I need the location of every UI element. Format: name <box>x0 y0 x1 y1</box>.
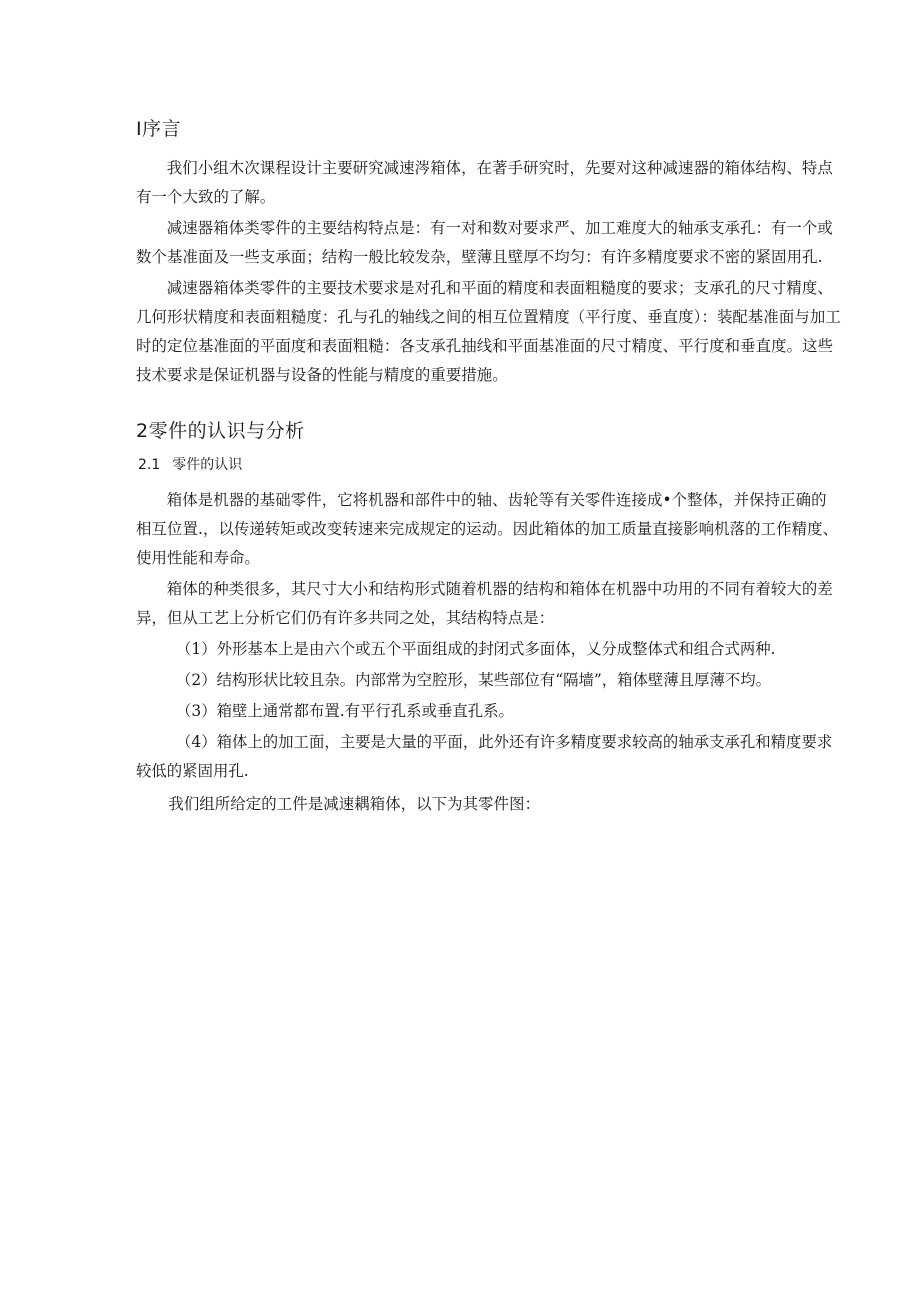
section-2-title: 2零件的认识与分析 <box>136 420 305 442</box>
section-1-title: I序言 <box>136 118 182 140</box>
subsection-2-1-title <box>138 453 842 477</box>
subsection-number: 2.1 <box>138 457 161 473</box>
paragraph: 减速器箱体类零件的主要技术要求是对孔和平面的精度和表面粗糙度的要求；支承孔的尺寸精度、几何形状精度和表面粗糙度：孔与孔的轴线之间的相互位置精度（平行度、垂直度）：装配基准面与加工时的定位基准面的平面度和表面粗糙：各支承孔抽线和平面基准面的尺寸精度、平行度和垂直度。这些技术要求是保证机器与设备的性能与精度的重要措施。 <box>136 279 841 384</box>
document-body <box>136 112 842 819</box>
list-item: （4）箱体上的加工面，主要是大量的平面，此外还有许多精度要求较高的轴承支承孔和精度要求较低的紧固用孔. <box>136 733 833 780</box>
paragraph: 箱体是机器的基础零件，它将机器和部件中的轴、齿轮等有关零件连接成•个整体，并保持正确的相互位置.，以传递转矩或改变转速来完成规定的运动。因此箱体的加工质量直接影响机落的工作精度、使用性能和寿命。 <box>136 491 839 567</box>
list-item: （3）箱壁上通常都布置.有平行孔系或垂直孔系。 <box>176 702 514 720</box>
paragraph: 减速器箱体类零件的主要结构特点是：有一对和数对要求严、加工难度大的轴承支承孔：有一个或数个基准面及一些支承面；结构一般比较发杂，壁薄且壁厚不均匀：有许多精度要求不密的紧固用孔. <box>136 219 833 266</box>
subsection-label: 零件的认识 <box>172 457 243 473</box>
list-item: （2）结构形状比较且杂。内部常为空腔形，某些部位有“隔墙”，箱体壁薄且厚薄不均。 <box>176 671 772 689</box>
paragraph: 我们小组木次课程设计主要研究减速涔箱体，在著手研究时，先要对这种减速器的箱体结构、特点有一个大致的了解。 <box>136 159 833 206</box>
list-item: （1）外形基本上是由六个或五个平面组成的封闭式多面体，乂分成整体式和组合式两种. <box>176 640 776 658</box>
closing-paragraph: 我们组所给定的工件是减速耦箱体，以下为其零件图： <box>168 795 541 813</box>
paragraph: 箱体的种类很多，其尺寸大小和结构形式随着机器的结构和箱体在机器中功用的不同有着较大的差异，但从工艺上分析它们仍有许多共同之处，其结构特点是： <box>136 580 833 627</box>
